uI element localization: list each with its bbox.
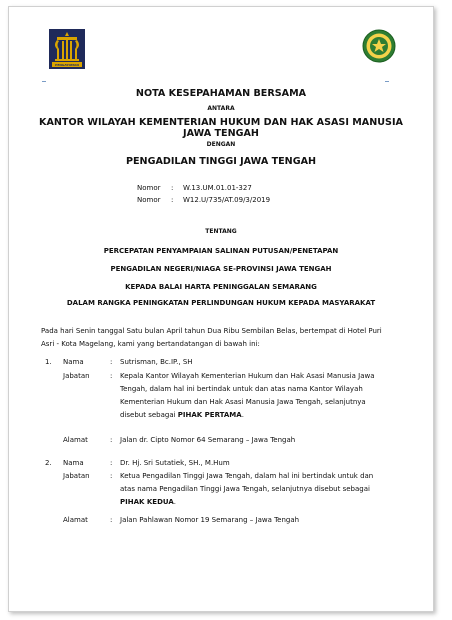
nomor-line: Nomor : W12.U/735/AT.09/3/2019 [137,196,271,204]
nama-value: Dr. Hj. Sri Sutatiek, SH., M.Hum [120,459,230,467]
separator: : [110,358,113,366]
subject-line: PENGADILAN NEGERI/NIAGA SE-PROVINSI JAWA TENGAH [110,265,332,273]
separator: : [110,472,113,480]
jabatan-value: Ketua Pengadilan Tinggi Jawa Tengah, dalam hal ini bertindak untuk dan atas nama Pengadilan Tinggi Jawa Tengah, selanjutnya disebut sebagai PIHAK KEDUA. [120,472,374,506]
pengadilan-seal-icon [362,29,396,63]
alamat-value: Jalan Pahlawan Nomor 19 Semarang – Jawa Tengah [120,516,300,524]
party-number: 1. [45,358,52,366]
subject-line: KEPADA BALAI HARTA PENINGGALAN SEMARANG [125,283,317,291]
party2-heading: PENGADILAN TINGGI JAWA TENGAH [125,156,317,167]
subject-line: PERCEPATAN PENYAMPAIAN SALINAN PUTUSAN/PENETAPAN [103,247,339,255]
separator: : [110,516,113,524]
dengan-label: DENGAN [206,141,236,148]
tentang-label: TENTANG [205,228,237,235]
jabatan-label: Jabatan [63,372,90,380]
document-title: NOTA KESEPAHAMAN BERSAMA [135,88,307,99]
emblem-caption: PENGAYOMAN [55,63,79,67]
party1-heading: KANTOR WILAYAH KEMENTERIAN HUKUM DAN HAK ASASI MANUSIA JAWA TENGAH [39,117,403,139]
separator: : [110,436,113,444]
margin-mark [42,81,46,82]
alamat-value: Jalan dr. Cipto Nomor 64 Semarang – Jawa Tengah [120,436,296,444]
nama-label: Nama [63,459,84,467]
alamat-label: Alamat [63,516,88,524]
nama-label: Nama [63,358,84,366]
nama-value: Sutrisman, Bc.IP., SH [120,358,193,366]
separator: : [110,372,113,380]
margin-mark [385,81,389,82]
party-number: 2. [45,459,52,467]
document-page [8,6,434,612]
jabatan-label: Jabatan [63,472,90,480]
subject-line: DALAM RANGKA PENINGKATAN PERLINDUNGAN HUKUM KEPADA MASYARAKAT [66,299,376,307]
alamat-label: Alamat [63,436,88,444]
nomor-line: Nomor : W.13.UM.01.01-327 [137,184,252,192]
separator: : [110,459,113,467]
jabatan-value: Kepala Kantor Wilayah Kementerian Hukum dan Hak Asasi Manusia Jawa Tengah, dalam hal ini bertindak untuk dan atas nama Kantor Wilayah Kementerian Hukum dan Hak Asasi Manusia Jawa Tengah, selanjutnya disebut sebagai PIHAK PERTAMA. [120,372,375,419]
antara-label: ANTARA [207,105,235,112]
intro-paragraph: Pada hari Senin tanggal Satu bulan April tahun Dua Ribu Sembilan Belas, bertempat di Hotel Puri Asri - Kota Magelang, kami yang bertandatangan di bawah ini: [41,327,382,348]
